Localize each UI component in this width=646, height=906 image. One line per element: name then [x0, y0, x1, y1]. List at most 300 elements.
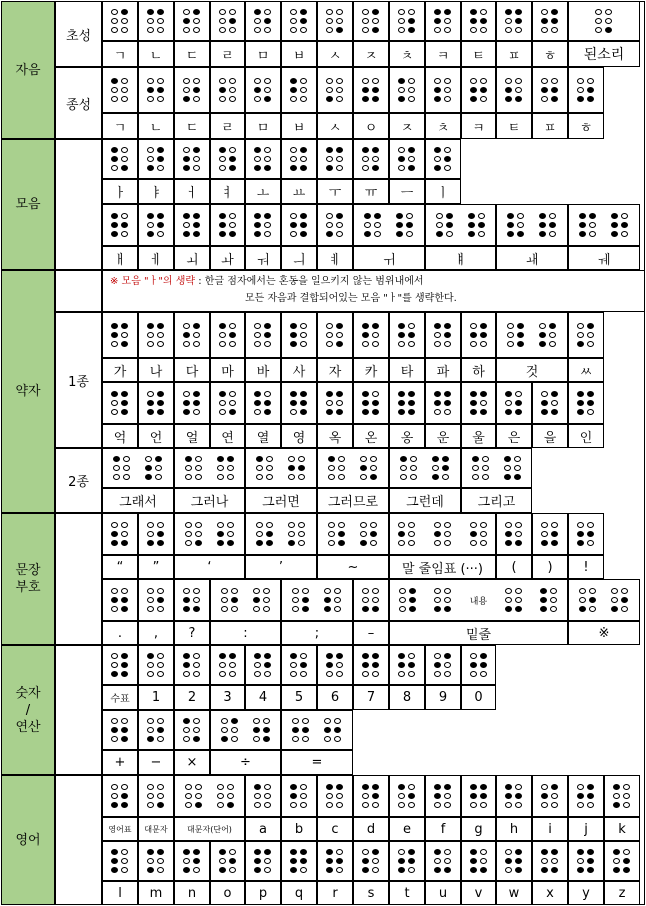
char-label: 사 — [281, 358, 317, 382]
braille-dot — [290, 341, 297, 347]
braille-dot — [326, 662, 333, 668]
braille-dot — [183, 671, 190, 677]
braille-dot — [147, 867, 154, 873]
braille-dot — [290, 671, 297, 677]
braille-box — [389, 139, 425, 179]
braille-cell — [326, 849, 344, 874]
braille-dot — [515, 400, 522, 406]
braille-dot — [326, 867, 333, 873]
braille-dot — [288, 531, 295, 537]
braille-dot — [328, 474, 335, 480]
braille-dot — [254, 793, 261, 799]
char-label: ㅛ — [281, 179, 317, 204]
braille-box — [102, 382, 138, 424]
braille-dot — [155, 456, 162, 462]
braille-dot — [254, 213, 261, 219]
braille-dot — [157, 231, 164, 237]
braille-dot — [442, 474, 449, 480]
braille-dot — [185, 522, 192, 528]
braille-dot — [219, 147, 226, 153]
braille-dot — [264, 96, 271, 102]
braille-group — [472, 456, 522, 481]
braille-dot — [480, 662, 487, 668]
braille-dot — [288, 456, 295, 462]
braille-group — [579, 213, 629, 238]
braille-dot — [185, 474, 192, 480]
subsection-label — [55, 139, 102, 270]
braille-cell — [577, 391, 595, 416]
braille-dot — [589, 231, 596, 237]
braille-dot — [121, 222, 128, 228]
braille-dot — [157, 867, 164, 873]
char-label: 억 — [102, 424, 138, 448]
braille-dot — [157, 793, 164, 799]
braille-dot — [193, 662, 200, 668]
braille-dot — [264, 793, 271, 799]
braille-dot — [336, 849, 343, 855]
braille-dot — [444, 96, 451, 102]
braille-dot — [157, 341, 164, 347]
braille-cell — [434, 588, 452, 613]
braille-dot — [219, 391, 226, 397]
braille-group — [221, 718, 271, 743]
char-label: ㄱ — [102, 41, 138, 67]
braille-dot — [328, 522, 335, 528]
braille-dot — [515, 606, 522, 612]
braille-dot — [444, 802, 451, 808]
braille-box — [138, 579, 174, 621]
braille-dot — [219, 18, 226, 24]
braille-dot — [336, 671, 343, 677]
braille-cell — [290, 323, 308, 348]
braille-dot — [541, 87, 548, 93]
braille-dot — [577, 540, 584, 546]
subsection-label — [55, 775, 102, 905]
char-label: × — [174, 750, 210, 775]
braille-cell — [219, 213, 237, 238]
braille-box — [568, 204, 640, 246]
braille-box — [461, 382, 496, 424]
braille-dot — [256, 522, 263, 528]
braille-cell — [253, 588, 271, 613]
braille-dot — [434, 87, 441, 93]
braille-dot — [408, 849, 415, 855]
braille-dot — [157, 531, 164, 537]
braille-dot — [539, 332, 546, 338]
braille-dot — [362, 858, 369, 864]
braille-dot — [623, 867, 630, 873]
braille-dot — [372, 165, 379, 171]
char-label: 마 — [210, 358, 245, 382]
braille-box — [174, 775, 245, 817]
braille-cell — [183, 849, 201, 874]
char-label: 다 — [174, 358, 210, 382]
char-label: 옥 — [317, 424, 353, 448]
braille-dot — [362, 332, 369, 338]
braille-dot — [505, 793, 512, 799]
braille-dot — [372, 332, 379, 338]
braille-dot — [434, 323, 441, 329]
char-label: m — [138, 881, 174, 905]
braille-dot — [111, 793, 118, 799]
char-label: ㅅ — [317, 113, 353, 139]
braille-dot — [147, 671, 154, 677]
braille-cell — [541, 784, 559, 809]
braille-dot — [264, 156, 271, 162]
braille-box — [174, 710, 210, 750]
braille-box — [281, 204, 317, 246]
braille-dot — [408, 858, 415, 864]
braille-dot — [302, 727, 309, 733]
braille-box — [245, 645, 281, 685]
char-label: ㅁ — [245, 113, 281, 139]
braille-dot — [326, 147, 333, 153]
char-label: v — [461, 881, 496, 905]
char-label: ㄹ — [210, 41, 245, 67]
braille-dot — [300, 858, 307, 864]
braille-box — [568, 1, 640, 41]
braille-cell — [254, 9, 272, 34]
braille-dot — [229, 87, 236, 93]
braille-dot — [217, 802, 224, 808]
braille-cell — [434, 784, 452, 809]
braille-dot — [336, 858, 343, 864]
braille-box — [210, 579, 281, 621]
char-label: ㅋ — [425, 41, 461, 67]
braille-dot — [227, 456, 234, 462]
braille-dot — [229, 671, 236, 677]
char-label: ÷ — [210, 750, 281, 775]
braille-dot — [121, 87, 128, 93]
braille-dot — [183, 662, 190, 668]
char-label: 수표 — [102, 685, 138, 710]
braille-dot — [290, 323, 297, 329]
braille-dot — [399, 597, 406, 603]
char-label: 자 — [317, 358, 353, 382]
braille-dot — [290, 96, 297, 102]
braille-dot — [264, 784, 271, 790]
braille-cell — [185, 784, 203, 809]
char-label: 3 — [210, 685, 245, 710]
braille-box — [389, 1, 425, 41]
braille-dot — [480, 27, 487, 33]
braille-dot — [434, 588, 441, 594]
braille-dot — [193, 165, 200, 171]
braille-box — [102, 67, 138, 113]
braille-dot — [183, 156, 190, 162]
braille-box — [174, 139, 210, 179]
braille-cell — [113, 456, 131, 481]
braille-dot — [290, 332, 297, 338]
braille-dot — [505, 27, 512, 33]
braille-dot — [193, 736, 200, 742]
braille-dot — [551, 522, 558, 528]
braille-dot — [121, 341, 128, 347]
braille-dot — [254, 18, 261, 24]
braille-box — [102, 139, 138, 179]
braille-dot — [193, 222, 200, 228]
braille-box — [174, 382, 210, 424]
braille-dot — [408, 147, 415, 153]
char-label: 1 — [138, 685, 174, 710]
braille-cell — [290, 391, 308, 416]
braille-dot — [121, 9, 128, 15]
braille-cell — [326, 213, 344, 238]
braille-dot — [157, 653, 164, 659]
braille-dot — [292, 597, 299, 603]
char-label: + — [102, 750, 138, 775]
braille-dot — [111, 867, 118, 873]
braille-dot — [444, 784, 451, 790]
braille-box — [245, 513, 317, 555]
braille-dot — [587, 323, 594, 329]
braille-group — [292, 718, 342, 743]
braille-dot — [256, 465, 263, 471]
braille-cell — [183, 323, 201, 348]
braille-box — [532, 513, 568, 555]
braille-dot — [446, 231, 453, 237]
braille-dot — [219, 222, 226, 228]
braille-dot — [482, 474, 489, 480]
braille-dot — [505, 531, 512, 537]
braille-dot — [219, 662, 226, 668]
braille-dot — [123, 474, 130, 480]
braille-dot — [193, 156, 200, 162]
char-label: ㅎ — [532, 41, 568, 67]
braille-box — [210, 139, 245, 179]
braille-group — [113, 456, 163, 481]
braille-dot — [290, 400, 297, 406]
char-label: 7 — [353, 685, 389, 710]
char-label: 울 — [461, 424, 496, 448]
braille-dot — [336, 341, 343, 347]
braille-box — [532, 775, 568, 817]
braille-dot — [157, 849, 164, 855]
braille-dot — [229, 9, 236, 15]
braille-slot — [426, 588, 460, 613]
braille-dot — [398, 96, 405, 102]
braille-dot — [482, 465, 489, 471]
braille-cell — [470, 522, 488, 547]
braille-dot — [372, 78, 379, 84]
braille-dot — [541, 96, 548, 102]
braille-cell — [328, 522, 346, 547]
braille-cell — [577, 78, 595, 103]
braille-dot — [254, 671, 261, 677]
braille-cell — [147, 784, 165, 809]
braille-dot — [219, 231, 226, 237]
braille-dot — [217, 784, 224, 790]
braille-dot — [121, 332, 128, 338]
braille-box — [210, 67, 245, 113]
braille-dot — [372, 849, 379, 855]
braille-dot — [577, 531, 584, 537]
braille-box — [174, 312, 210, 358]
braille-dot — [549, 222, 556, 228]
char-label: l — [102, 881, 138, 905]
braille-box — [281, 579, 353, 621]
braille-dot — [157, 858, 164, 864]
braille-dot — [193, 213, 200, 219]
braille-dot — [183, 213, 190, 219]
braille-dot — [326, 849, 333, 855]
braille-dot — [290, 653, 297, 659]
braille-box — [532, 67, 568, 113]
char-label: 영어표 — [102, 817, 138, 841]
braille-dot — [157, 27, 164, 33]
braille-dot — [478, 231, 485, 237]
braille-dot — [505, 87, 512, 93]
braille-box — [245, 312, 281, 358]
braille-dot — [254, 222, 261, 228]
braille-cell — [254, 784, 272, 809]
braille-box — [532, 841, 568, 881]
braille-dot — [111, 522, 118, 528]
braille-dot — [326, 671, 333, 677]
braille-dot — [577, 78, 584, 84]
braille-dot — [362, 653, 369, 659]
braille-dot — [111, 653, 118, 659]
braille-dot — [577, 323, 584, 329]
braille-dot — [551, 9, 558, 15]
braille-dot — [111, 802, 118, 808]
braille-dot — [121, 540, 128, 546]
braille-dot — [290, 793, 297, 799]
braille-box — [281, 841, 317, 881]
braille-dot — [507, 341, 514, 347]
braille-dot — [398, 784, 405, 790]
char-label: ㅐ — [102, 246, 138, 270]
braille-dot — [372, 323, 379, 329]
braille-dot — [147, 858, 154, 864]
char-label: n — [174, 881, 210, 905]
braille-dot — [470, 9, 477, 15]
braille-dot — [398, 531, 405, 537]
braille-slot — [497, 588, 531, 613]
braille-box — [317, 513, 389, 555]
braille-dot — [302, 597, 309, 603]
braille-cell — [436, 213, 454, 238]
char-label: y — [568, 881, 604, 905]
braille-dot — [515, 531, 522, 537]
braille-dot — [372, 341, 379, 347]
braille-dot — [157, 78, 164, 84]
char-label: ㅝ — [245, 246, 281, 270]
braille-dot — [326, 222, 333, 228]
braille-dot — [300, 400, 307, 406]
braille-box — [102, 204, 138, 246]
braille-dot — [185, 802, 192, 808]
braille-cell — [434, 78, 452, 103]
braille-cell — [507, 323, 525, 348]
braille-dot — [328, 540, 335, 546]
braille-dot — [300, 213, 307, 219]
braille-dot — [611, 231, 618, 237]
char-label: ㅓ — [174, 179, 210, 204]
braille-cell — [398, 522, 416, 547]
braille-dot — [183, 231, 190, 237]
braille-dot — [147, 231, 154, 237]
braille-cell — [398, 78, 416, 103]
braille-cell — [183, 9, 201, 34]
braille-group — [328, 522, 378, 547]
braille-box — [604, 775, 640, 817]
braille-cell — [326, 9, 344, 34]
braille-dot — [292, 718, 299, 724]
braille-dot — [551, 784, 558, 790]
braille-dot — [193, 231, 200, 237]
braille-dot — [541, 784, 548, 790]
braille-cell — [470, 849, 488, 874]
braille-dot — [444, 156, 451, 162]
braille-dot — [362, 341, 369, 347]
braille-box — [281, 1, 317, 41]
braille-dot — [147, 213, 154, 219]
braille-dot — [288, 540, 295, 546]
braille-dot — [541, 9, 548, 15]
braille-cell — [254, 653, 272, 678]
braille-cell — [399, 588, 417, 613]
braille-dot — [254, 784, 261, 790]
braille-dot — [398, 400, 405, 406]
braille-dot — [505, 540, 512, 546]
braille-dot — [193, 87, 200, 93]
braille-cell — [541, 78, 559, 103]
braille-dot — [263, 718, 270, 724]
braille-dot — [183, 588, 190, 594]
braille-dot — [324, 736, 331, 742]
braille-dot — [470, 849, 477, 855]
braille-dot — [300, 147, 307, 153]
braille-box — [461, 67, 496, 113]
braille-cell — [185, 522, 203, 547]
braille-dot — [183, 78, 190, 84]
char-label: = — [281, 750, 353, 775]
braille-dot — [227, 793, 234, 799]
braille-dot — [470, 662, 477, 668]
braille-cell — [595, 9, 613, 34]
braille-dot — [300, 27, 307, 33]
braille-box — [102, 1, 138, 41]
braille-dot — [336, 156, 343, 162]
braille-cell — [579, 588, 597, 613]
braille-dot — [326, 332, 333, 338]
braille-cell — [147, 78, 165, 103]
braille-dot — [195, 456, 202, 462]
braille-dot — [193, 849, 200, 855]
braille-dot — [300, 802, 307, 808]
braille-dot — [264, 662, 271, 668]
braille-dot — [121, 793, 128, 799]
braille-dot — [432, 456, 439, 462]
char-label: ㅈ — [353, 41, 389, 67]
braille-dot — [326, 18, 333, 24]
braille-dot — [398, 332, 405, 338]
braille-dot — [183, 18, 190, 24]
braille-dot — [613, 849, 620, 855]
braille-dot — [145, 474, 152, 480]
braille-box — [353, 1, 389, 41]
braille-dot — [579, 588, 586, 594]
braille-cell — [254, 391, 272, 416]
char-label: ㅙ — [496, 246, 568, 270]
braille-dot — [219, 409, 226, 415]
braille-dot — [111, 18, 118, 24]
braille-dot — [147, 531, 154, 537]
braille-dot — [324, 606, 331, 612]
braille-cell — [434, 653, 452, 678]
braille-dot — [147, 87, 154, 93]
